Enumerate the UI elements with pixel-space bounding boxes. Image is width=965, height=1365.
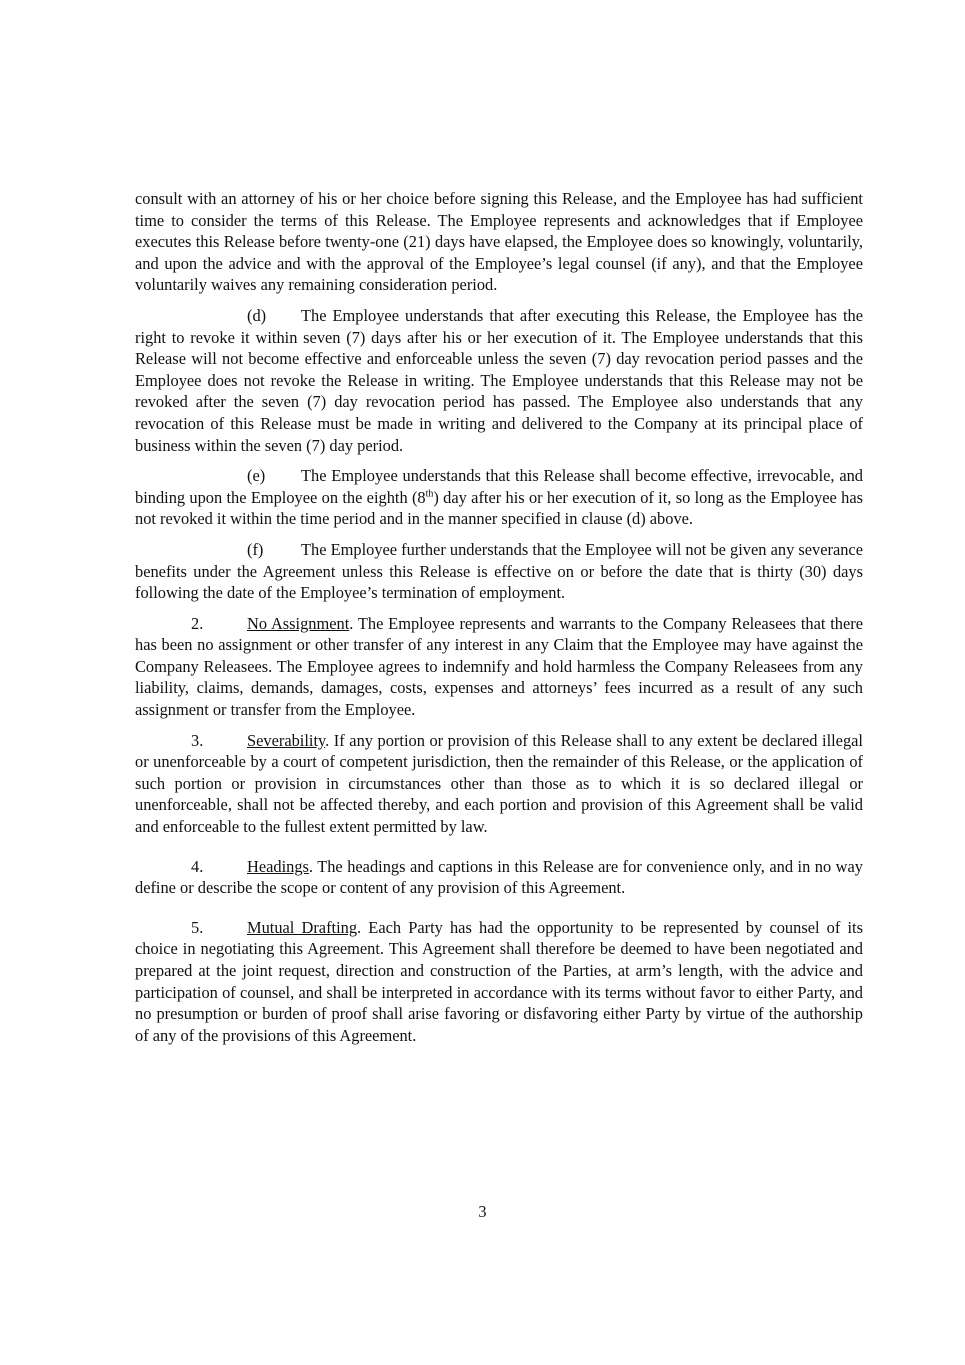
- clause-e-label: (e): [247, 466, 266, 486]
- clause-e-superscript: th: [425, 488, 434, 500]
- section-3: [135, 730, 863, 838]
- section-4-heading: Headings: [247, 856, 309, 876]
- clause-e-text-before: The Employee understands that this Release shall become effective, irrevocable, and binding upon the Employee on the eighth (8: [135, 466, 863, 507]
- clause-f-text: The Employee further understands that the Employee will not be given any severance benefits under the Agreement unless this Release is effective on or before the date that is thirty (30) days following the date of the Employee’s termination of employment.: [135, 539, 863, 603]
- clause-f: [135, 539, 863, 604]
- section-5-number: 5.: [191, 917, 204, 937]
- section-3-text: . If any portion or provision of this Release shall to any extent be declared illegal or unenforceable by a court of competent jurisdiction, then the remainder of this Release, or the application of such portion or provision in circumstances other than those as to which it is so declared illegal or unenforceable, shall not be affected thereby, and each portion and provision of this Agreement shall be valid and enforceable to the fullest extent permitted by law.: [135, 730, 863, 837]
- clause-f-label: (f): [247, 539, 264, 559]
- section-4-text: . The headings and captions in this Release are for convenience only, and in no way define or describe the scope or content of any provision of this Agreement.: [135, 856, 863, 898]
- section-5: [135, 917, 863, 1047]
- section-4-number: 4.: [191, 856, 204, 876]
- clause-e-text-after: ) day after his or her execution of it, so long as the Employee has not revoked it within the time period and in the manner specified in clause (d) above.: [135, 487, 863, 529]
- clause-d-label: (d): [247, 305, 267, 325]
- section-2: [135, 613, 863, 721]
- section-2-text: . The Employee represents and warrants to the Company Releasees that there has been no assignment or other transfer of any interest in any Claim that the Employee may have against the Company Releasees. The Employee agrees to indemnify and hold harmless the Company Releasees from any liability, claims, demands, damages, costs, expenses and attorneys’ fees incurred as a result of any such assignment or transfer from the Employee.: [135, 613, 863, 720]
- section-4: [135, 856, 863, 899]
- clause-d-text: The Employee understands that after executing this Release, the Employee has the right to revoke it within seven (7) days after his or her execution of it. The Employee understands that this Release will not become effective and enforceable unless the seven (7) day revocation period passes and the Employee does not revoke the Release in writing. The Employee understands that this Release may not be revoked after the seven (7) day revocation period has passed. The Employee also understands that any revocation of this Release must be made in writing and delivered to the Company at its principal place of business within the seven (7) day period.: [135, 305, 863, 455]
- section-5-heading: Mutual Drafting: [247, 917, 358, 937]
- clause-d: [135, 305, 863, 456]
- section-2-number: 2.: [191, 613, 204, 633]
- section-5-text: . Each Party has had the opportunity to be represented by counsel of its choice in negotiating this Agreement. This Agreement shall therefore be deemed to have been negotiated and prepared at the joint request, direction and construction of the Parties, at arm’s length, with the advice and participation of counsel, and shall be interpreted in accordance with its terms without favor to either Party, and no presumption or burden of proof shall arise favoring or disfavoring either Party by virtue of the authorship of any of the provisions of this Agreement.: [135, 917, 863, 1045]
- section-3-number: 3.: [191, 730, 204, 750]
- document-body: [135, 188, 863, 1046]
- section-3-heading: Severability: [247, 730, 326, 750]
- section-2-heading: No Assignment: [247, 613, 350, 633]
- page-number: 3: [478, 1202, 487, 1221]
- clause-e: [135, 465, 863, 530]
- paragraph-continued: consult with an attorney of his or her choice before signing this Release, and the Employee has had sufficient time to consider the terms of this Release. The Employee represents and acknowledges that if Employee executes this Release before twenty-one (21) days have elapsed, the Employee does so knowingly, voluntarily, and upon the advice and with the approval of the Employee’s legal counsel (if any), and that the Employee voluntarily waives any remaining consideration period.: [135, 189, 863, 295]
